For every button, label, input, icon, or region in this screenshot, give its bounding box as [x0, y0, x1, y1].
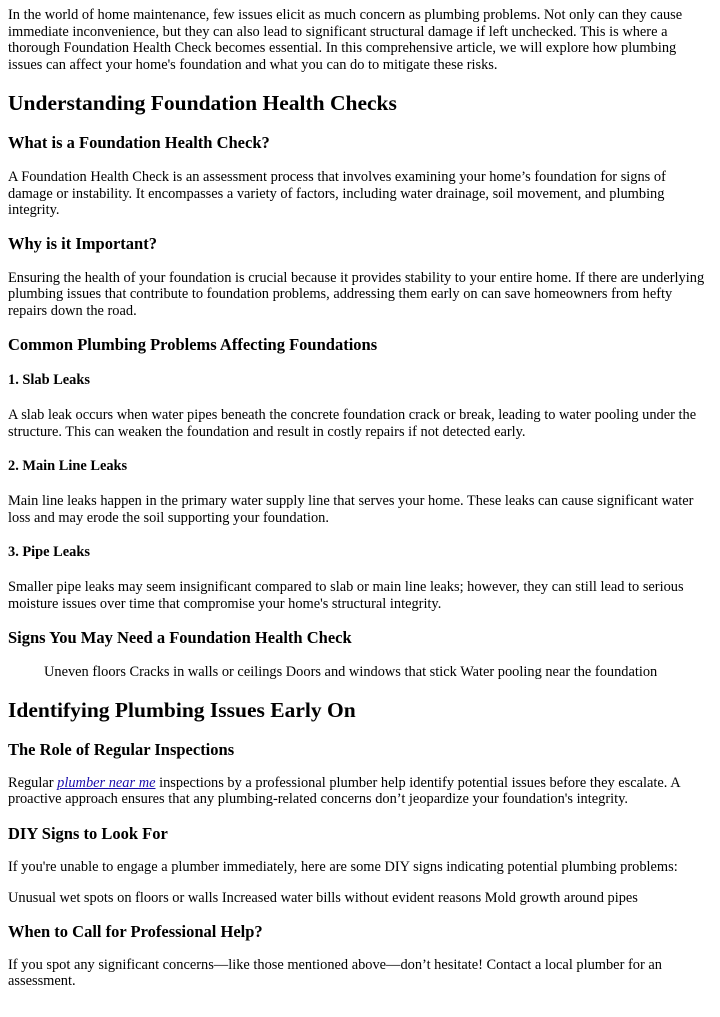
heading-signs: Signs You May Need a Foundation Health Check: [8, 628, 352, 647]
heading-pipe-leaks: 3. Pipe Leaks: [8, 544, 90, 560]
heading-main-line-leaks: 2. Main Line Leaks: [8, 458, 128, 474]
signs-list: Uneven floors Cracks in walls or ceilings Doors and windows that stick Water pooling near the foundation: [44, 664, 658, 680]
paragraph-when-to-call: If you spot any significant concerns—like those mentioned above—don’t hesitate! Contact a local plumber for an assessment.: [8, 956, 662, 989]
inspections-text-pre: Regular: [8, 774, 58, 791]
paragraph-slab-leaks: A slab leak occurs when water pipes beneath the concrete foundation crack or break, leading to water pooling under the structure. This can weaken the foundation and result in costly repairs if not detected early.: [8, 407, 697, 440]
heading-regular-inspections: The Role of Regular Inspections: [8, 739, 235, 759]
heading-slab-leaks: 1. Slab Leaks: [8, 372, 90, 388]
heading-identifying: Identifying Plumbing Issues Early On: [8, 697, 356, 722]
diy-signs-list: Unusual wet spots on floors or walls Increased water bills without evident reasons Mold growth around pipes: [8, 890, 638, 906]
heading-when-to-call: When to Call for Professional Help?: [8, 921, 263, 941]
heading-why-important: Why is it Important?: [8, 233, 157, 253]
paragraph-regular-inspections: [8, 775, 714, 808]
paragraph-pipe-leaks: Smaller pipe leaks may seem insignificant compared to slab or main line leaks; however, they can still lead to serious moisture issues over time that compromise your home's structural integrity.: [8, 579, 684, 612]
plumber-near-me-link[interactable]: plumber near me: [57, 774, 156, 791]
heading-diy-signs: DIY Signs to Look For: [8, 823, 168, 843]
heading-understanding: Understanding Foundation Health Checks: [8, 91, 397, 115]
paragraph-what-is: A Foundation Health Check is an assessment process that involves examining your home’s foundation for signs of damage or instability. It encompasses a variety of factors, including water drainage, soil movement, and plumbing integrity.: [8, 169, 666, 218]
paragraph-why-important: Ensuring the health of your foundation is crucial because it provides stability to your entire home. If there are underlying plumbing issues that contribute to foundation problems, addressing them early on can save homeowners from hefty repairs down the road.: [8, 269, 705, 319]
heading-common-problems: Common Plumbing Problems Affecting Foundations: [8, 335, 378, 354]
inspections-text-post: inspections by a professional plumber help identify potential issues before they escalate. A proactive approach ensures that any plumbing-related concerns don’t jeopardize your foundation's integrity.: [8, 774, 680, 807]
intro-paragraph: In the world of home maintenance, few issues elicit as much concern as plumbing problems. Not only can they cause immediate inconvenience, but they can also lead to significant structural damage if left unchecked. This is where a thorough Foundation Health Check becomes essential. In this comprehensive article, we will explore how plumbing issues can affect your home's foundation and what you can do to mitigate these risks.: [8, 7, 683, 73]
paragraph-diy-signs: If you're unable to engage a plumber immediately, here are some DIY signs indicating potential plumbing problems:: [8, 858, 678, 875]
paragraph-main-line-leaks: Main line leaks happen in the primary water supply line that serves your home. These leaks can cause significant water loss and may erode the soil supporting your foundation.: [8, 493, 694, 526]
heading-what-is: What is a Foundation Health Check?: [8, 133, 270, 152]
